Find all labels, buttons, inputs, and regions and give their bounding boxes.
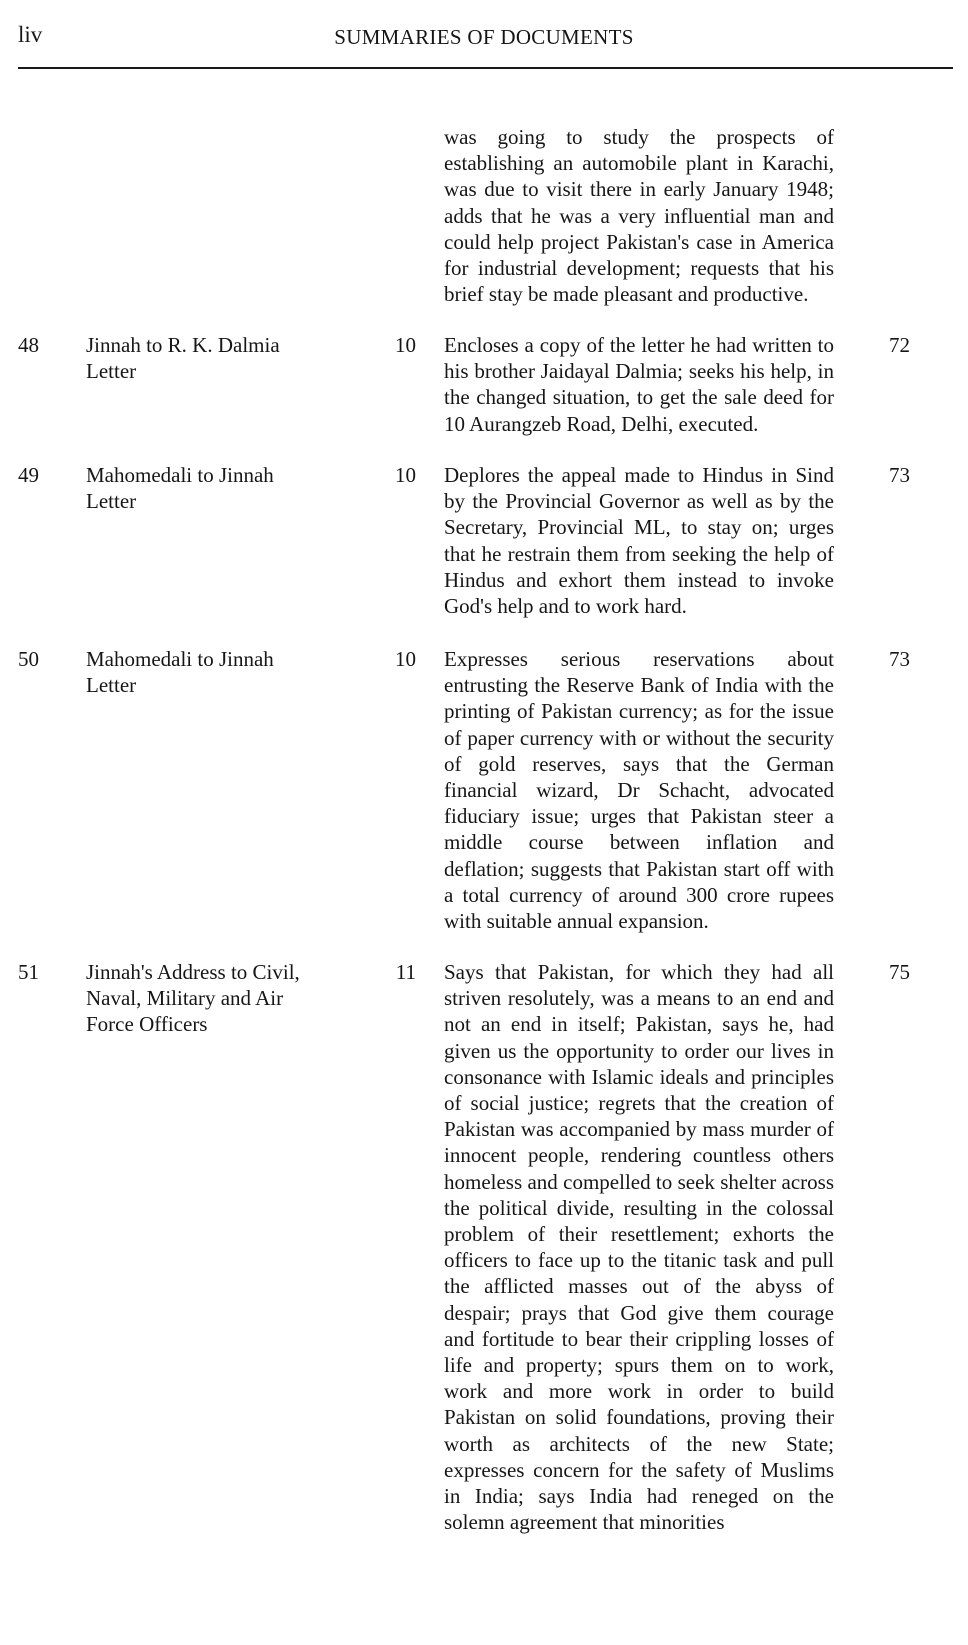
entry-summary: Deplores the appeal made to Hindus in Sind by the Provincial Governor as well as by the Secretary, Provincial ML, to stay on; urges that he restrain them from seeking the help of Hindus and exhort them instead to invoke God's help and to work hard. bbox=[444, 463, 834, 619]
entry-title-line: Jinnah to R. K. Dalmia bbox=[86, 333, 280, 357]
entry-number: 48 bbox=[18, 333, 39, 357]
entry-page: 72 bbox=[889, 333, 910, 357]
entry-summary: Says that Pakistan, for which they had all striven resolutely, was a means to an end and not an end in itself; Pakistan, says he, had given us the opportunity to order our lives in consonance with Islamic ideals and principles of social justice; regrets that the creation of Pakistan was accompanied by mass murder of innocent people, rendering countless others homeless and compelled to seek shelter across the political divide, resulting in the colossal problem of their resettlement; exhorts the officers to face up to the titanic task and pull the afflicted masses out of the abyss of despair; prays that God give them courage and fortitude to bear their crippling losses of life and property; spurs them on to work, work and more work in order to build Pakistan on solid foundations, proving their worth as architects of the new State; expresses concern for the safety of Muslims in India; says India had reneged on the solemn agreement that minorities bbox=[444, 960, 834, 1535]
entry-title-line: Letter bbox=[86, 673, 137, 698]
entry-title-line: Letter bbox=[86, 359, 137, 384]
entry-page: 73 bbox=[889, 647, 910, 671]
entry-title-line: Letter bbox=[86, 489, 137, 514]
entry-date: 10 bbox=[395, 333, 416, 357]
entry-date: 10 bbox=[395, 647, 416, 671]
entry-page: 75 bbox=[889, 960, 910, 984]
entry-number: 50 bbox=[18, 647, 39, 671]
entry-title bbox=[86, 332, 376, 384]
entry-number: 49 bbox=[18, 463, 39, 487]
running-title: SUMMARIES OF DOCUMENTS bbox=[334, 25, 634, 49]
entry-title-line: Naval, Military and Air bbox=[86, 986, 284, 1011]
entry-title-line: Jinnah's Address to Civil, bbox=[86, 960, 300, 984]
entry-title bbox=[86, 462, 376, 514]
entry-title-line: Force Officers bbox=[86, 1012, 208, 1037]
page-number: liv bbox=[18, 22, 43, 47]
entry-summary: Encloses a copy of the letter he had written to his brother Jaidayal Dalmia; seeks his help, in the changed situation, to get the sale deed for 10 Aurangzeb Road, Delhi, executed. bbox=[444, 333, 834, 436]
continued-summary: was going to study the prospects of establishing an automobile plant in Karachi, was due to visit there in early January 1948; adds that he was a very influential man and could help project Pakistan's case in America for industrial development; requests that his brief stay be made pleasant and productive. bbox=[444, 125, 834, 307]
entry-summary: Expresses serious reservations about entrusting the Reserve Bank of India with the printing of Pakistan currency; as for the issue of paper currency with or without the security of gold reserves, says that the German financial wizard, Dr Schacht, advocated fiduciary issue; urges that Pakistan steer a middle course between inflation and deflation; suggests that Pakistan start off with a total currency of around 300 crore rupees with suitable annual expansion. bbox=[444, 647, 834, 934]
entry-title-line: Mahomedali to Jinnah bbox=[86, 647, 274, 671]
entry-number: 51 bbox=[18, 960, 39, 984]
entry-date: 10 bbox=[395, 463, 416, 487]
entry-date: 11 bbox=[395, 960, 416, 984]
entry-page: 73 bbox=[889, 463, 910, 487]
entry-title bbox=[86, 959, 376, 1038]
entry-title bbox=[86, 646, 376, 698]
header-rule bbox=[18, 67, 953, 69]
entry-title-line: Mahomedali to Jinnah bbox=[86, 463, 274, 487]
